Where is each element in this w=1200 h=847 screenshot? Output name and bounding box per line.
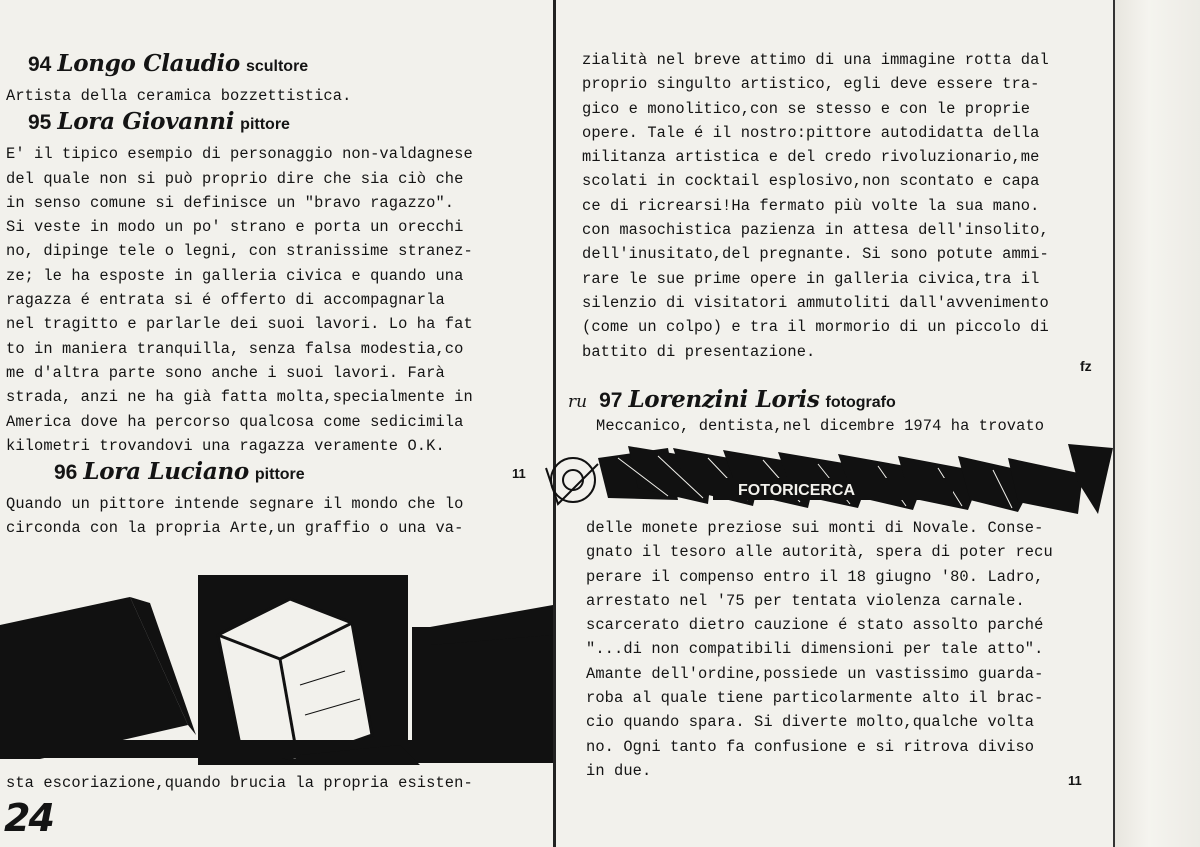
text-line: perare il compenso entro il 18 giugno '80. Ladro, — [586, 567, 1044, 586]
text-line: rare le sue prime opere in galleria civica,tra il — [582, 269, 1040, 288]
text-line: Quando un pittore intende segnare il mondo che lo — [6, 495, 464, 514]
entry-95-heading — [6, 108, 546, 142]
left-column — [6, 50, 546, 541]
page-right-edge — [1113, 0, 1115, 847]
text-line: cio quando spara. Si diverte molto,qualche volta — [586, 713, 1035, 732]
text-line: sta escoriazione,quando brucia la propria esisten- — [6, 774, 473, 792]
entry-96-heading — [6, 458, 546, 492]
handwritten-note: ru — [568, 392, 588, 412]
entry-name: Lora Giovanni — [57, 108, 235, 136]
text-line: in senso comune si definisce un "bravo ragazzo". — [6, 193, 455, 212]
text-line: proprio singulto artistico, egli deve essere tra- — [582, 75, 1040, 94]
page-number: 24 — [4, 796, 53, 840]
text-line: Meccanico, dentista,nel dicembre 1974 ha trovato — [596, 417, 1045, 435]
entry-role: fotografo — [825, 394, 896, 411]
text-line: (come un colpo) e tra il mormorio di un piccolo di — [582, 318, 1049, 337]
text-line: gnato il tesoro alle autorità, spera di poter recu — [586, 543, 1053, 562]
text-line: in due. — [586, 761, 652, 780]
entry-number: 95 — [28, 111, 52, 135]
text-line: Artista della ceramica bozzettistica. — [6, 87, 352, 105]
fotoricerca-banner — [538, 438, 1118, 516]
entry-role: scultore — [245, 58, 309, 75]
end-mark: 11 — [512, 466, 526, 481]
entry-name: Lora Luciano — [83, 458, 249, 486]
entry-number: 97 — [599, 389, 623, 412]
text-line: con masochistica pazienza in attesa dell'insolito, — [582, 221, 1049, 240]
next-page-edge — [1115, 0, 1200, 847]
text-line: to in maniera tranquilla, senza falsa modestia,co — [6, 339, 464, 358]
text-line: circonda con la propria Arte,un graffio o una va- — [6, 519, 464, 538]
text-line: America dove ha percorso qualcosa come sedicimila — [6, 412, 464, 431]
entry-number: 94 — [28, 53, 52, 76]
author-signature: fz — [1080, 358, 1092, 374]
text-line: ce di ricrearsi!Ha fermato più volte la sua mano. — [582, 196, 1040, 215]
entry-role: pittore — [240, 116, 290, 134]
text-line: battito di presentazione. — [582, 342, 816, 361]
text-line: roba al quale tiene particolarmente alto il brac- — [586, 689, 1044, 708]
end-mark: 11 — [1068, 773, 1082, 788]
banner-text: FOTORICERCA — [738, 482, 856, 499]
column-divider — [553, 0, 556, 847]
text-line: no, dipinge tele o legni, con stranissime stranez- — [6, 242, 473, 261]
text-line: zialità nel breve attimo di una immagine rotta dal — [582, 51, 1049, 69]
text-line: Si veste in modo un po' strano e porta un orecchi — [6, 218, 464, 237]
text-line: arrestato nel '75 per tentata violenza carnale. — [586, 591, 1025, 610]
entry-97-body — [586, 516, 1111, 783]
text-line: silenzio di visitatori ammutoliti dall'avvenimento — [582, 293, 1049, 312]
entry-94-heading — [6, 50, 546, 84]
box-illustration — [0, 575, 553, 765]
text-line: Amante dell'ordine,possiede un vastissimo guarda- — [586, 664, 1044, 683]
text-line: opere. Tale é il nostro:pittore autodidatta della — [582, 123, 1040, 142]
text-line: "...di non compatibili dimensioni per tale atto". — [586, 640, 1044, 659]
text-line: scolati in cocktail esplosivo,non scontato e capa — [582, 172, 1040, 191]
entry-role: pittore — [254, 466, 305, 484]
text-line: strada, anzi ne ha già fatta molta,specialmente in — [6, 388, 473, 407]
text-line: ragazza é entrata si é offerto di accompagnarla — [6, 291, 445, 310]
text-line: scarcerato dietro cauzione é stato assolto parché — [586, 616, 1044, 635]
text-line: nel tragitto e parlarle dei suoi lavori. Lo ha fat — [6, 315, 473, 334]
text-line: militanza artistica e del credo rivoluzionario,me — [582, 148, 1040, 167]
entry-number: 96 — [54, 461, 78, 485]
text-line: no. Ogni tanto fa confusione e si ritrova diviso — [586, 737, 1035, 756]
text-line: E' il tipico esempio di personaggio non-valdagnese — [6, 145, 473, 164]
text-line: ze; le ha esposte in galleria civica e quando una — [6, 266, 464, 285]
text-line: delle monete preziose sui monti di Novale. Conse- — [586, 519, 1044, 537]
right-column — [582, 48, 1107, 364]
entry-name: Lorenzini Loris — [628, 386, 820, 413]
text-line: gico e monolitico,con se stesso e con le proprie — [582, 99, 1031, 118]
text-line: me d'altra parte sono anche i suoi lavori. Farà — [6, 363, 445, 382]
entry-name: Longo Claudio — [57, 50, 240, 77]
text-line: del quale non si può proprio dire che sia ciò che — [6, 169, 464, 188]
text-line: dell'inusitato,del pregnante. Si sono potute ammi- — [582, 245, 1049, 264]
text-line: kilometri trovandovi una ragazza veramente O.K. — [6, 436, 445, 455]
